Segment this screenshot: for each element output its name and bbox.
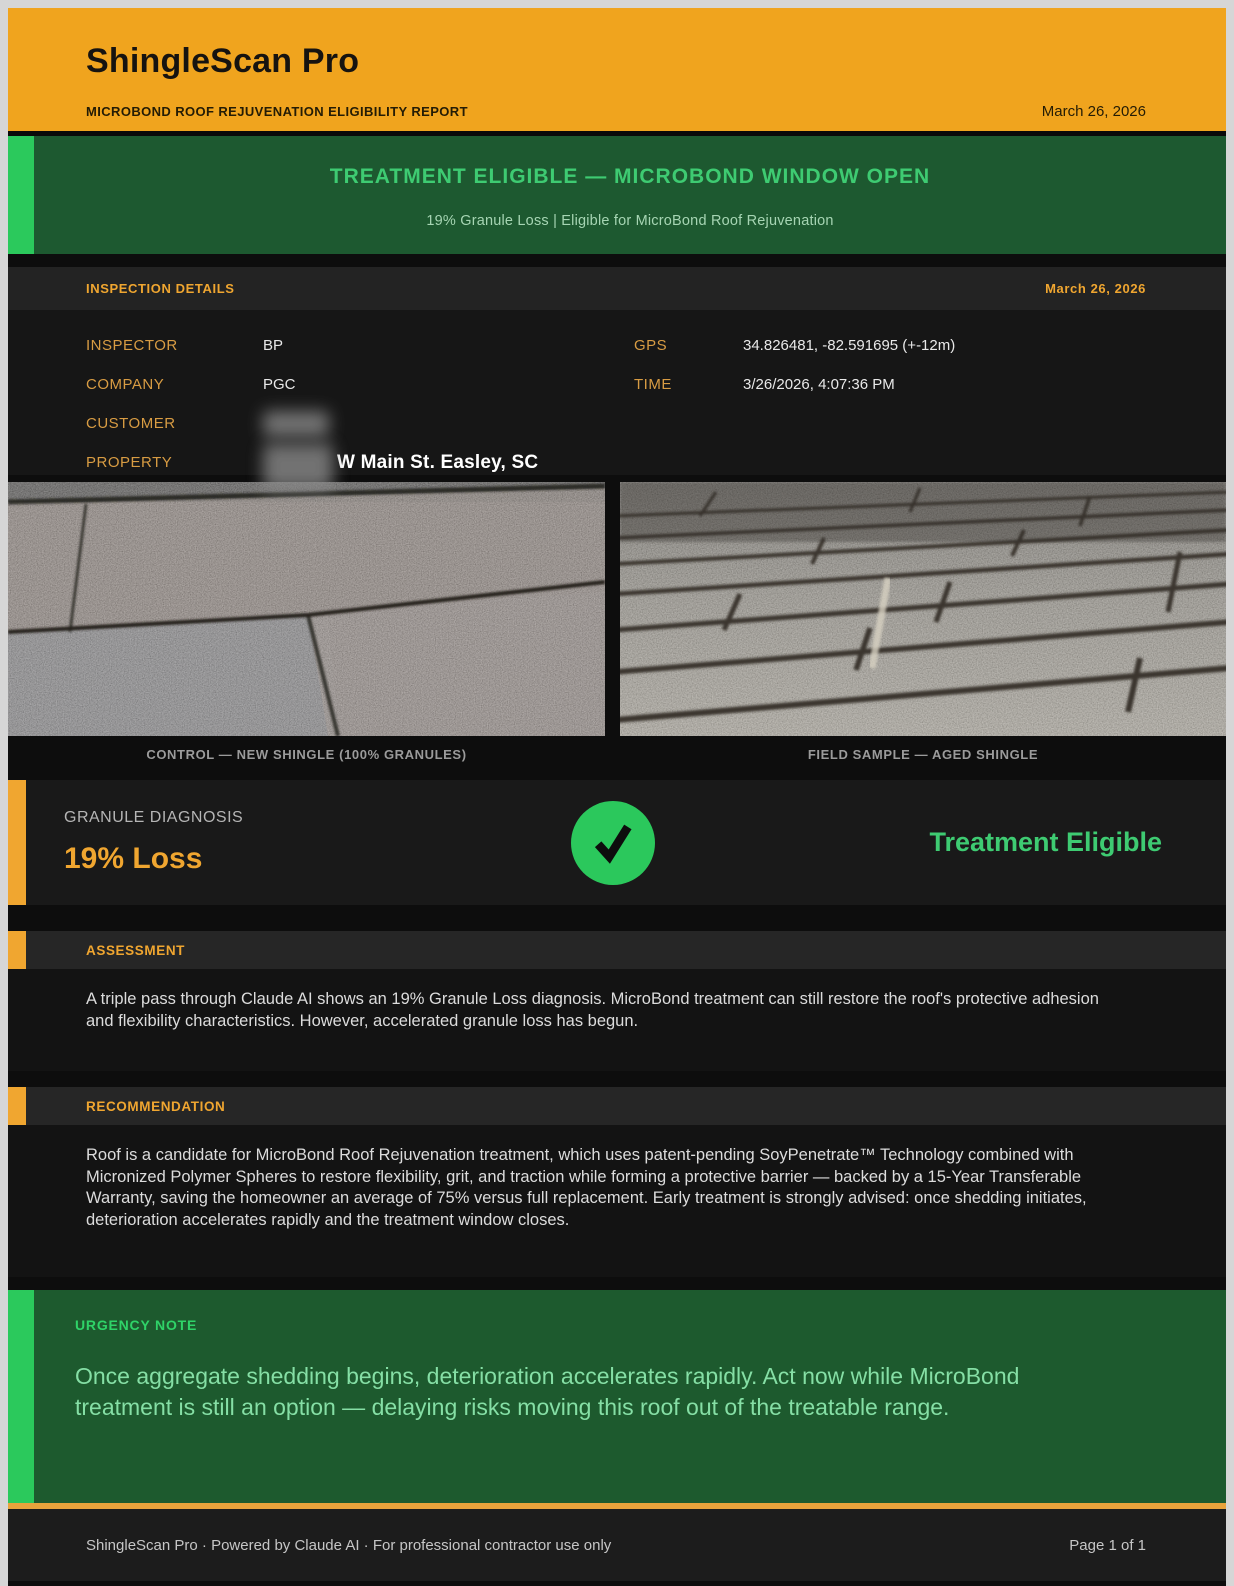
report-page bbox=[8, 8, 1226, 1586]
field-shingle-photo bbox=[620, 482, 1226, 736]
company-label: COMPANY bbox=[86, 376, 165, 393]
urgency-note-panel bbox=[8, 1290, 1226, 1503]
status-banner bbox=[8, 136, 1226, 254]
gps-label: GPS bbox=[634, 337, 668, 354]
diagnosis-value: 19% Loss bbox=[64, 842, 203, 875]
recommendation-section-header bbox=[8, 1087, 1226, 1125]
time-value: 3/26/2026, 4:07:36 PM bbox=[743, 376, 895, 393]
field-time bbox=[634, 365, 1226, 404]
treatment-status: Treatment Eligible bbox=[929, 827, 1162, 857]
inspection-details bbox=[8, 310, 1226, 475]
inspection-section-title: INSPECTION DETAILS bbox=[86, 281, 235, 296]
field-property bbox=[86, 443, 634, 482]
assessment-body: A triple pass through Claude AI shows an 19% Granule Loss diagnosis. MicroBond treatment can still restore the roof's protective adhesion and flexibility characteristics. However, accelerated granule loss has begun. bbox=[8, 969, 1226, 1071]
field-photo-caption: FIELD SAMPLE — AGED SHINGLE bbox=[807, 747, 1039, 762]
time-label: TIME bbox=[634, 376, 672, 393]
field-customer bbox=[86, 404, 634, 443]
inspection-date: March 26, 2026 bbox=[1045, 281, 1146, 296]
report-date: March 26, 2026 bbox=[1041, 103, 1146, 120]
property-redacted-number bbox=[263, 444, 333, 490]
banner-subtitle: 19% Granule Loss | Eligible for MicroBond Roof Rejuvenation bbox=[426, 213, 834, 229]
inspector-label: INSPECTOR bbox=[86, 337, 178, 354]
field-inspector bbox=[86, 326, 634, 365]
report-footer bbox=[8, 1509, 1226, 1581]
banner-title: TREATMENT ELIGIBLE — MICROBOND WINDOW OPEN bbox=[329, 165, 931, 188]
field-company bbox=[86, 365, 634, 404]
recommendation-title: RECOMMENDATION bbox=[86, 1098, 226, 1114]
report-header bbox=[8, 8, 1226, 136]
inspector-value: BP bbox=[263, 337, 284, 354]
app-title: ShingleScan Pro bbox=[86, 42, 360, 80]
urgency-accent-bar bbox=[8, 1290, 34, 1503]
gps-value: 34.826481, -82.591695 (+-12m) bbox=[743, 337, 956, 354]
footer-branding: ShingleScan Pro · Powered by Claude AI · For professional contractor use only bbox=[86, 1536, 612, 1554]
checkmark-circle-icon bbox=[571, 801, 655, 885]
diagnosis-label: GRANULE DIAGNOSIS bbox=[64, 809, 244, 826]
control-photo-caption: CONTROL — NEW SHINGLE (100% GRANULES) bbox=[146, 747, 467, 762]
report-subtitle: MICROBOND ROOF REJUVENATION ELIGIBILITY REPORT bbox=[86, 104, 468, 119]
control-shingle-photo bbox=[8, 482, 605, 736]
urgency-title: URGENCY NOTE bbox=[75, 1317, 198, 1333]
inspection-section-header bbox=[8, 267, 1226, 310]
photo-comparison bbox=[8, 482, 1226, 736]
field-gps bbox=[634, 326, 1226, 365]
checkmark-icon bbox=[587, 817, 639, 869]
company-value: PGC bbox=[263, 376, 296, 393]
assessment-section-header bbox=[8, 931, 1226, 969]
page-number: Page 1 of 1 bbox=[1069, 1536, 1146, 1554]
customer-label: CUSTOMER bbox=[86, 415, 176, 432]
banner-accent-bar bbox=[8, 136, 34, 254]
property-value: W Main St. Easley, SC bbox=[337, 451, 539, 473]
granule-diagnosis-panel bbox=[8, 780, 1226, 905]
assessment-title: ASSESSMENT bbox=[86, 942, 186, 958]
property-label: PROPERTY bbox=[86, 454, 173, 471]
urgency-body: Once aggregate shedding begins, deterioration accelerates rapidly. Act now while MicroBond treatment is still an option — delaying risks moving this roof out of the treatable range. bbox=[75, 1363, 1020, 1420]
customer-redacted-value bbox=[263, 411, 329, 437]
recommendation-body: Roof is a candidate for MicroBond Roof Rejuvenation treatment, which uses patent-pending SoyPenetrate™ Technology combined with Micronized Polymer Spheres to restore flexibility, grit, and traction while forming a protective barrier — backed by a 15-Year Transferable Warranty, saving the homeowner an average of 75% versus full replacement. Early treatment is strongly advised: once shedding initiates, deterioration accelerates rapidly and the treatment window closes. bbox=[8, 1125, 1226, 1277]
